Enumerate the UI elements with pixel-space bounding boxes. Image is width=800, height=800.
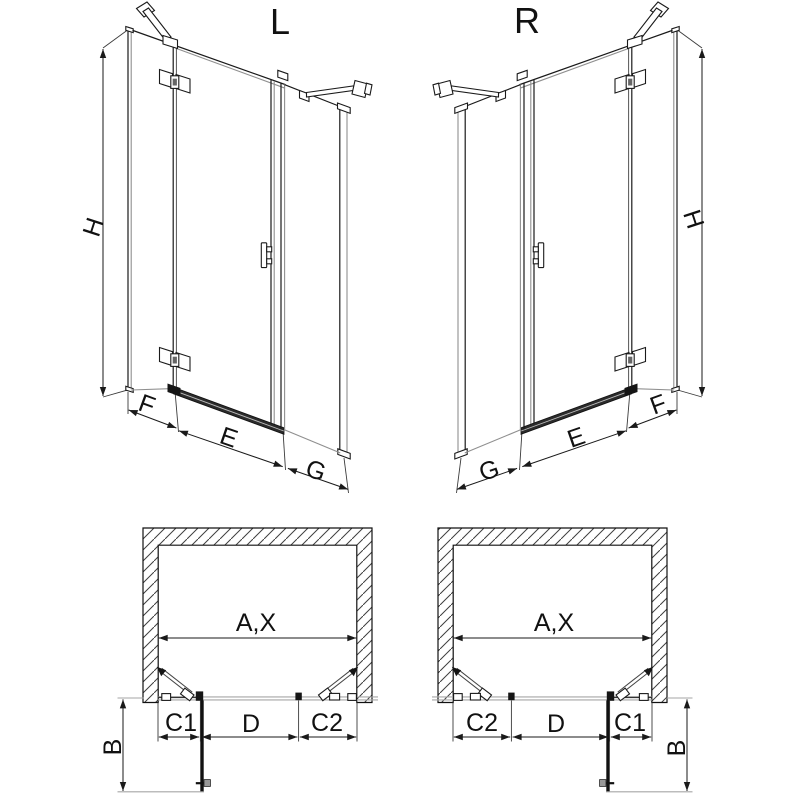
iso-left-dim-height-label: H <box>77 214 110 241</box>
plan-left-dim-depth-label: B <box>98 738 127 756</box>
plan-right-dim-segment2-label: D <box>546 710 566 738</box>
plan-right-dim-segment3-label: C1 <box>614 709 646 737</box>
iso-view-right <box>433 2 702 493</box>
plan-right-dim-depth-label: B <box>662 739 691 757</box>
iso-left-variant-label: L <box>269 1 291 42</box>
iso-right-dim-wall-panel-label: F <box>646 388 671 421</box>
iso-left-dim-fixed-panel-label: G <box>302 454 330 488</box>
iso-right-variant-label: R <box>514 0 540 41</box>
plan-right-dim-segment1-label: C2 <box>466 709 498 737</box>
iso-right-dim-door-label: E <box>563 421 589 454</box>
iso-left-dim-wall-panel-label: F <box>134 388 159 421</box>
iso-view-left <box>103 2 372 493</box>
iso-right-dim-fixed-panel-label: G <box>475 454 503 488</box>
plan-left-dim-segment3-label: C2 <box>311 709 343 737</box>
plan-right-dim-opening-label: A,X <box>533 609 575 637</box>
iso-left-dim-door-label: E <box>216 421 242 454</box>
iso-right-dim-height-label: H <box>677 206 710 233</box>
plan-left-dim-opening-label: A,X <box>235 609 277 637</box>
plan-left-dim-segment1-label: C1 <box>165 709 197 737</box>
plan-left-dim-segment2-label: D <box>241 710 261 738</box>
